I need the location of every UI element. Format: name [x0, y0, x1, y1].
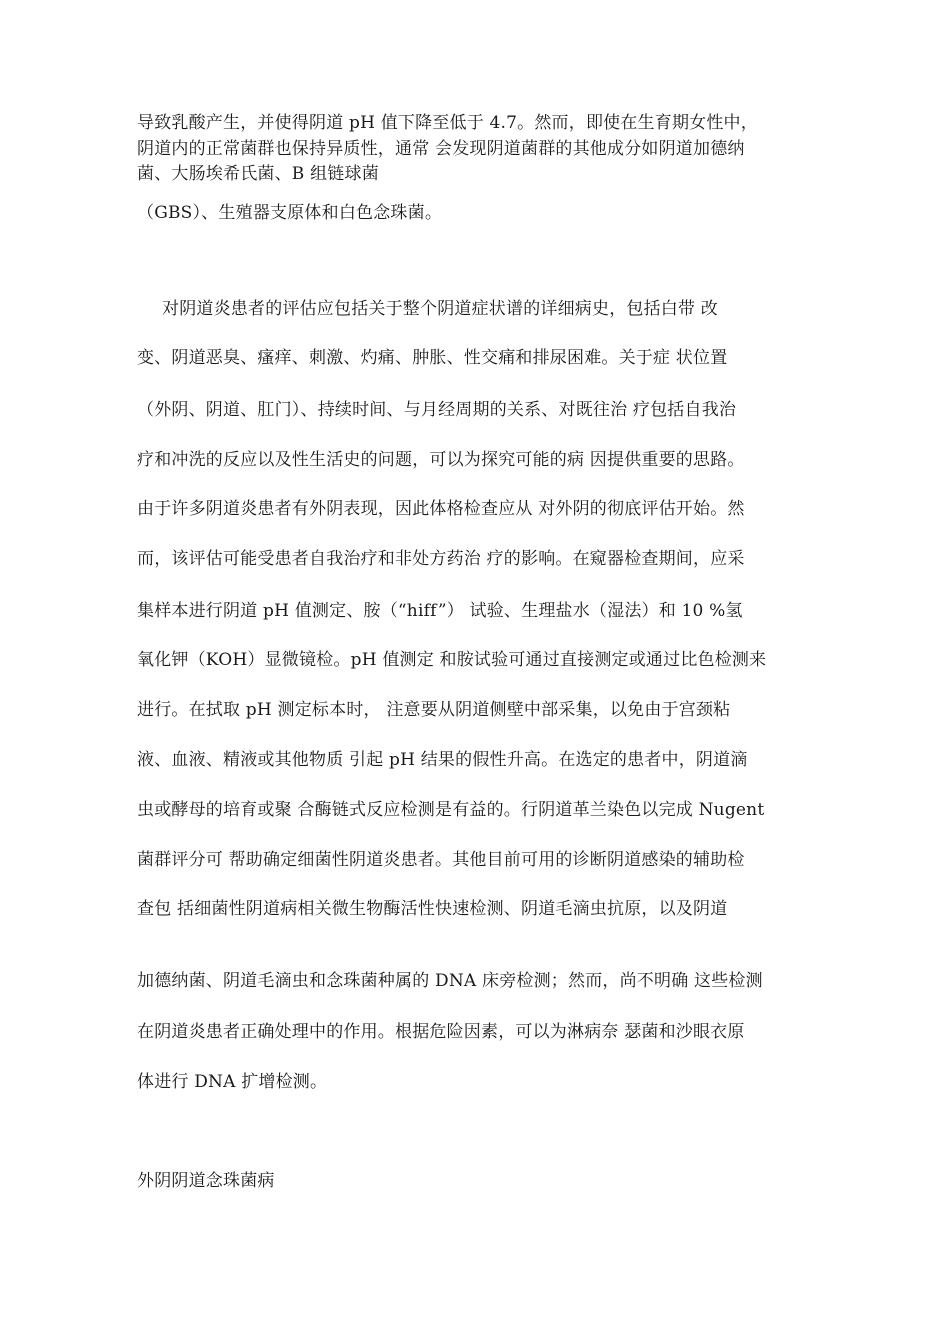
text-line: 而，该评估可能受患者自我治疗和非处方药治 疗的影响。在窥器检查期间，应采 — [137, 549, 745, 569]
text-line: （GBS）、生殖器支原体和白色念珠菌。 — [137, 203, 443, 223]
text-line: 液、血液、精液或其他物质 引起 pH 结果的假性升高。在选定的患者中，阴道滴 — [137, 750, 748, 770]
text-line: 进行。在拭取 pH 测定标本时， 注意要从阴道侧壁中部采集，以免由于宫颈粘 — [137, 700, 731, 720]
text-line: 菌、大肠埃希氏菌、B 组链球菌 — [137, 164, 379, 184]
text-line: 集样本进行阴道 pH 值测定、胺（“hiff”） 试验、生理盐水（湿法）和 10 %氢 — [137, 601, 743, 621]
text-line: 变、阴道恶臭、瘙痒、刺激、灼痛、肿胀、性交痛和排尿困难。关于症 状位置 — [137, 348, 728, 368]
text-line: 体进行 DNA 扩增检测。 — [137, 1072, 328, 1092]
text-line: 由于许多阴道炎患者有外阴表现，因此体格检查应从 对外阴的彻底评估开始。然 — [137, 499, 745, 519]
text-line: 对阴道炎患者的评估应包括关于整个阴道症状谱的详细病史，包括白带 改 — [162, 299, 719, 319]
text-line: （外阴、阴道、肛门）、持续时间、与月经周期的关系、对既往治 疗包括自我治 — [137, 400, 737, 420]
text-line: 阴道内的正常菌群也保持异质性，通常 会发现阴道菌群的其他成分如阴道加德纳 — [137, 139, 745, 159]
section-heading: 外阴阴道念珠菌病 — [137, 1171, 275, 1191]
text-line: 氧化钾（KOH）显微镜检。pH 值测定 和胺试验可通过直接测定或通过比色检测来 — [137, 650, 767, 670]
text-line: 虫或酵母的培育或聚 合酶链式反应检测是有益的。行阴道革兰染色以完成 Nugent — [137, 800, 765, 820]
text-line: 加德纳菌、阴道毛滴虫和念珠菌种属的 DNA 床旁检测；然而，尚不明确 这些检测 — [137, 971, 763, 991]
text-line: 查包 括细菌性阴道病相关微生物酶活性快速检测、阴道毛滴虫抗原，以及阴道 — [137, 899, 728, 919]
text-line: 在阴道炎患者正确处理中的作用。根据危险因素，可以为淋病奈 瑟菌和沙眼衣原 — [137, 1022, 745, 1042]
text-line: 菌群评分可 帮助确定细菌性阴道炎患者。其他目前可用的诊断阴道感染的辅助检 — [137, 850, 745, 870]
text-line: 导致乳酸产生，并使得阴道 pH 值下降至低于 4.7。然而，即使在生育期女性中， — [137, 113, 758, 133]
text-line: 疗和冲洗的反应以及性生活史的问题，可以为探究可能的病 因提供重要的思路。 — [137, 450, 745, 470]
